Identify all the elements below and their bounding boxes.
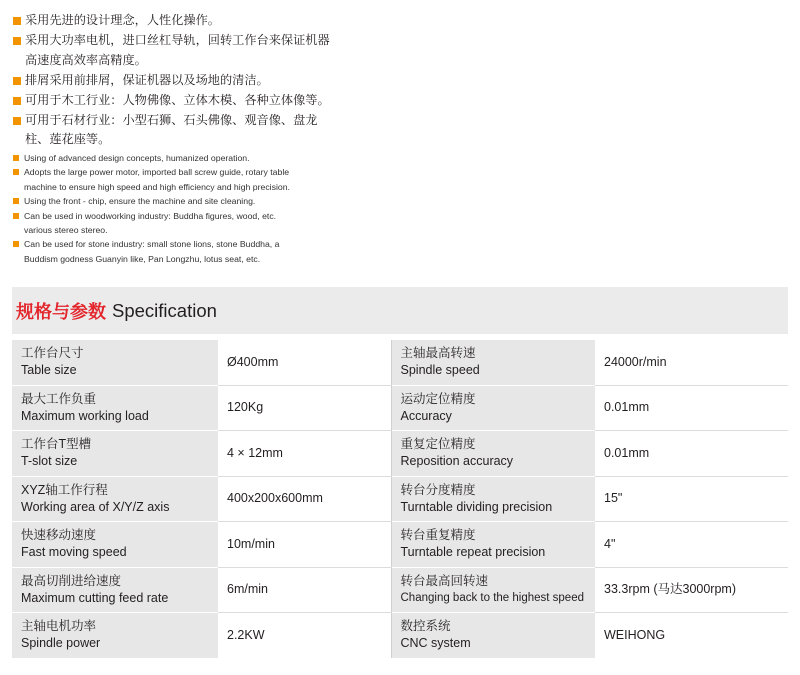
spec-label-cell [12,431,218,477]
spec-value-cell [595,431,788,477]
spec-label-cell [391,385,595,431]
feature-text-line: 柱、莲花座等。 [25,132,111,146]
bullet-square-icon [13,37,21,45]
spec-label-english: Maximum working load [21,408,149,423]
spec-label-chinese: 转台重复精度 [400,528,476,543]
spec-value-cell [595,476,788,522]
feature-text-line: 高速度高效率高精度。 [25,52,147,67]
spec-value: 4" [604,536,616,551]
bullet-square-icon [13,241,19,247]
feature-item-cn [13,71,353,91]
spec-value-cell [595,385,788,431]
spec-value-cell [218,340,391,385]
spec-value: 15" [604,491,623,506]
spec-label-english: Maximum cutting feed rate [21,590,169,605]
features-list-english [13,151,343,266]
spec-value-cell [218,522,391,568]
spec-row [12,567,788,613]
spec-label-chinese: 最高切削进给速度 [21,573,122,588]
feature-text-line: 可用于石材行业：小型石狮、石头佛像、观音像、盘龙 [25,112,318,127]
spec-row [12,476,788,522]
spec-label-english: Spindle power [21,636,101,651]
spec-label-english: Turntable repeat precision [400,545,546,560]
feature-text-line: 采用大功率电机，进口丝杠导轨，回转工作台来保证机器 [25,33,330,47]
spec-label-chinese: 数控系统 [400,619,451,634]
spec-value: 2.2KW [227,627,265,642]
spec-label-cell [391,567,595,613]
feature-text-line: machine to ensure high speed and high efficiency and high precision. [24,181,290,192]
bullet-square-icon [13,169,19,175]
feature-item-cn [13,91,353,111]
spec-value: 0.01mm [604,445,650,460]
bullet-square-icon [13,97,21,105]
spec-value: WEIHONG [604,627,666,642]
spec-label-cell [12,476,218,522]
feature-text-line: various stereo stereo. [24,225,108,236]
bullet-square-icon [13,117,21,125]
spec-label-chinese: 主轴最高转速 [400,346,476,361]
features-list-chinese [13,11,353,150]
feature-item-en [13,151,343,165]
feature-text-line: Can be used in woodworking industry: Buddha figures, wood, etc. [24,210,277,221]
spec-label-chinese: 主轴电机功率 [21,619,97,634]
spec-row [12,340,788,385]
spec-value: 24000r/min [604,354,667,369]
spec-title-chinese: 规格与参数 [16,301,106,323]
spec-label-english: Accuracy [400,408,452,423]
spec-label-english: Changing back to the highest speed [400,591,584,604]
feature-item-cn [13,31,353,70]
feature-item-cn [13,111,353,150]
spec-value-cell [218,476,391,522]
spec-label-english: Table size [21,363,77,378]
feature-item-en [13,165,343,194]
spec-label-chinese: 转台分度精度 [400,482,476,497]
spec-value-cell [218,385,391,431]
spec-value-cell [218,567,391,613]
bullet-square-icon [13,155,19,161]
spec-label-chinese: 工作台T型槽 [21,437,92,452]
bullet-square-icon [13,213,19,219]
feature-text-line: Using the front - chip, ensure the machine and site cleaning. [24,196,256,207]
spec-value: 33.3rpm (马达3000rpm) [604,582,736,597]
spec-label-cell [12,385,218,431]
feature-item-cn [13,11,353,31]
spec-row [12,431,788,477]
spec-label-english: Spindle speed [400,363,480,378]
spec-value-cell [595,522,788,568]
feature-item-en [13,209,343,238]
spec-label-chinese: XYZ轴工作行程 [21,482,108,497]
spec-label-cell [391,340,595,385]
spec-label-english: CNC system [400,636,471,651]
spec-label-cell [391,476,595,522]
spec-label-english: Fast moving speed [21,545,127,560]
spec-label-chinese: 运动定位精度 [400,391,476,406]
spec-row [12,522,788,568]
spec-label-chinese: 快速移动速度 [21,528,97,543]
feature-text-line: Buddism godness Guanyin like, Pan Longzhu, lotus seat, etc. [24,253,261,264]
feature-text-line: 可用于木工行业：人物佛像、立体木模、各种立体像等。 [25,92,330,107]
spec-title-english: Specification [112,299,217,321]
spec-label-english: T-slot size [21,454,78,469]
spec-label-cell [391,431,595,477]
spec-value: Ø400mm [227,354,279,369]
spec-value: 10m/min [227,536,275,551]
feature-text-line: Using of advanced design concepts, humanized operation. [24,153,250,163]
spec-label-chinese: 工作台尺寸 [21,346,84,361]
bullet-square-icon [13,17,21,25]
spec-value-cell [595,567,788,613]
spec-label-cell [12,522,218,568]
feature-text-line: 排屑采用前排屑，保证机器以及场地的清洁。 [25,72,269,87]
spec-row [12,385,788,431]
spec-value: 0.01mm [604,400,650,415]
feature-text-line: Can be used for stone industry: small stone lions, stone Buddha, a [24,239,280,250]
spec-label-cell [12,613,218,659]
spec-value-cell [218,613,391,659]
spec-label-cell [391,522,595,568]
spec-row [12,613,788,659]
spec-value: 120Kg [227,400,264,415]
spec-value: 400x200x600mm [227,491,323,506]
spec-value-cell [595,613,788,659]
spec-label-chinese: 转台最高回转速 [400,573,489,588]
spec-section-header [12,287,788,334]
spec-value-cell [595,340,788,385]
spec-label-cell [12,340,218,385]
spec-label-cell [391,613,595,659]
bullet-square-icon [13,198,19,204]
spec-value: 6m/min [227,582,268,597]
feature-text-line: 采用先进的设计理念，人性化操作。 [25,13,220,27]
spec-label-chinese: 重复定位精度 [400,437,476,452]
feature-item-en [13,194,343,208]
feature-text-line: Adopts the large power motor, imported ball screw guide, rotary table [24,167,290,178]
spec-label-chinese: 最大工作负重 [21,391,97,406]
bullet-square-icon [13,77,21,85]
feature-item-en [13,237,343,266]
spec-label-english: Working area of X/Y/Z axis [21,499,170,514]
spec-label-english: Reposition accuracy [400,454,514,469]
spec-value-cell [218,431,391,477]
spec-label-cell [12,567,218,613]
spec-table [12,340,788,659]
spec-label-english: Turntable dividing precision [400,499,553,514]
spec-value: 4 × 12mm [227,445,283,460]
